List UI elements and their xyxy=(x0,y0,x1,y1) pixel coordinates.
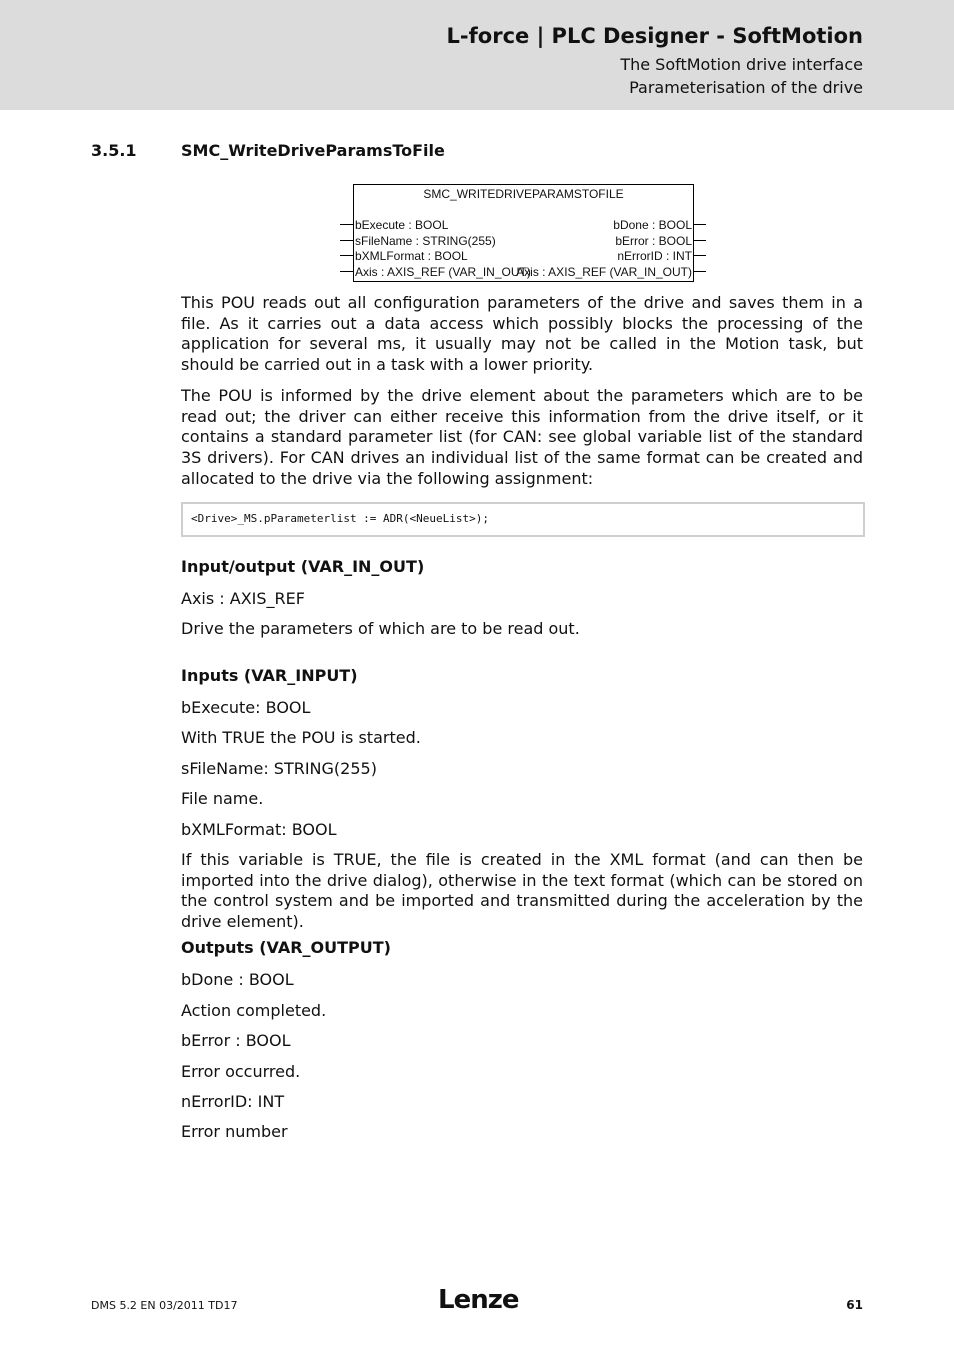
input-bxmlformat-description: If this variable is TRUE, the file is created in the XML format (and can then be imported into the drive dialog), otherwise in the text format (which can be stored on the control system and be imported and transmitted during the acceleration by the drive element). xyxy=(181,850,863,932)
description-paragraph: This POU reads out all configuration parameters of the drive and saves them in a file. As it carries out a data access which possibly blocks the processing of the application for several ms, it usually may not be called in the Motion task, but should be carried out in a task with a lower priority. xyxy=(181,293,863,375)
output-nerrorid-description: Error number xyxy=(181,1122,288,1141)
lenze-logo: Lenze xyxy=(438,1285,519,1315)
fb-output-pin xyxy=(693,255,706,256)
input-bxmlformat: bXMLFormat: BOOL xyxy=(181,820,337,839)
output-berror: bError : BOOL xyxy=(181,1031,291,1050)
fb-input-pin xyxy=(340,240,353,241)
output-bdone-description: Action completed. xyxy=(181,1001,327,1020)
fb-input-pin xyxy=(340,271,353,272)
page-header xyxy=(0,0,954,110)
outputs-heading: Outputs (VAR_OUTPUT) xyxy=(181,938,391,957)
fb-output-axis: Axis : AXIS_REF (VAR_IN_OUT) xyxy=(516,265,692,279)
header-subtitle-section: Parameterisation of the drive xyxy=(629,78,863,97)
inout-axis-description: Drive the parameters of which are to be read out. xyxy=(181,619,580,638)
inout-axis: Axis : AXIS_REF xyxy=(181,589,305,608)
fb-output-bdone: bDone : BOOL xyxy=(613,218,692,232)
function-block-diagram xyxy=(353,184,694,282)
fb-input-sfilename: sFileName : STRING(255) xyxy=(355,234,496,248)
section-title: SMC_WriteDriveParamsToFile xyxy=(181,141,445,160)
input-bexecute-description: With TRUE the POU is started. xyxy=(181,728,421,747)
output-bdone: bDone : BOOL xyxy=(181,970,294,989)
function-block-name: SMC_WRITEDRIVEPARAMSTOFILE xyxy=(423,187,624,201)
inout-heading: Input/output (VAR_IN_OUT) xyxy=(181,557,425,576)
fb-output-pin xyxy=(693,240,706,241)
input-sfilename: sFileName: STRING(255) xyxy=(181,759,377,778)
fb-input-bexecute: bExecute : BOOL xyxy=(355,218,449,232)
header-subtitle-chapter: The SoftMotion drive interface xyxy=(620,55,863,74)
fb-input-pin xyxy=(340,224,353,225)
fb-output-pin xyxy=(693,271,706,272)
parameter-list-paragraph: The POU is informed by the drive element about the parameters which are to be read out; the driver can either receive this information from the drive itself, or it contains a standard parameter list (for CAN: see global variable list of the standard 3S drivers). For CAN drives an individual list of the same format can be created and allocated to the drive via the following assignment: xyxy=(181,386,863,488)
fb-output-nerrorid: nErrorID : INT xyxy=(617,249,692,263)
footer-document-id: DMS 5.2 EN 03/2011 TD17 xyxy=(91,1299,238,1312)
fb-output-pin xyxy=(693,224,706,225)
input-bexecute: bExecute: BOOL xyxy=(181,698,311,717)
fb-input-bxmlformat: bXMLFormat : BOOL xyxy=(355,249,468,263)
code-line: <Drive>_MS.pParameterlist := ADR(<NeueList>); xyxy=(191,512,490,525)
header-title: L-force | PLC Designer - SoftMotion xyxy=(446,24,863,48)
output-nerrorid: nErrorID: INT xyxy=(181,1092,285,1111)
code-block xyxy=(181,502,865,537)
page-number: 61 xyxy=(846,1298,863,1312)
section-number: 3.5.1 xyxy=(91,141,137,160)
fb-input-pin xyxy=(340,255,353,256)
output-berror-description: Error occurred. xyxy=(181,1062,301,1081)
input-sfilename-description: File name. xyxy=(181,789,264,808)
fb-input-axis: Axis : AXIS_REF (VAR_IN_OUT) xyxy=(355,265,531,279)
fb-output-berror: bError : BOOL xyxy=(615,234,692,248)
inputs-heading: Inputs (VAR_INPUT) xyxy=(181,666,358,685)
